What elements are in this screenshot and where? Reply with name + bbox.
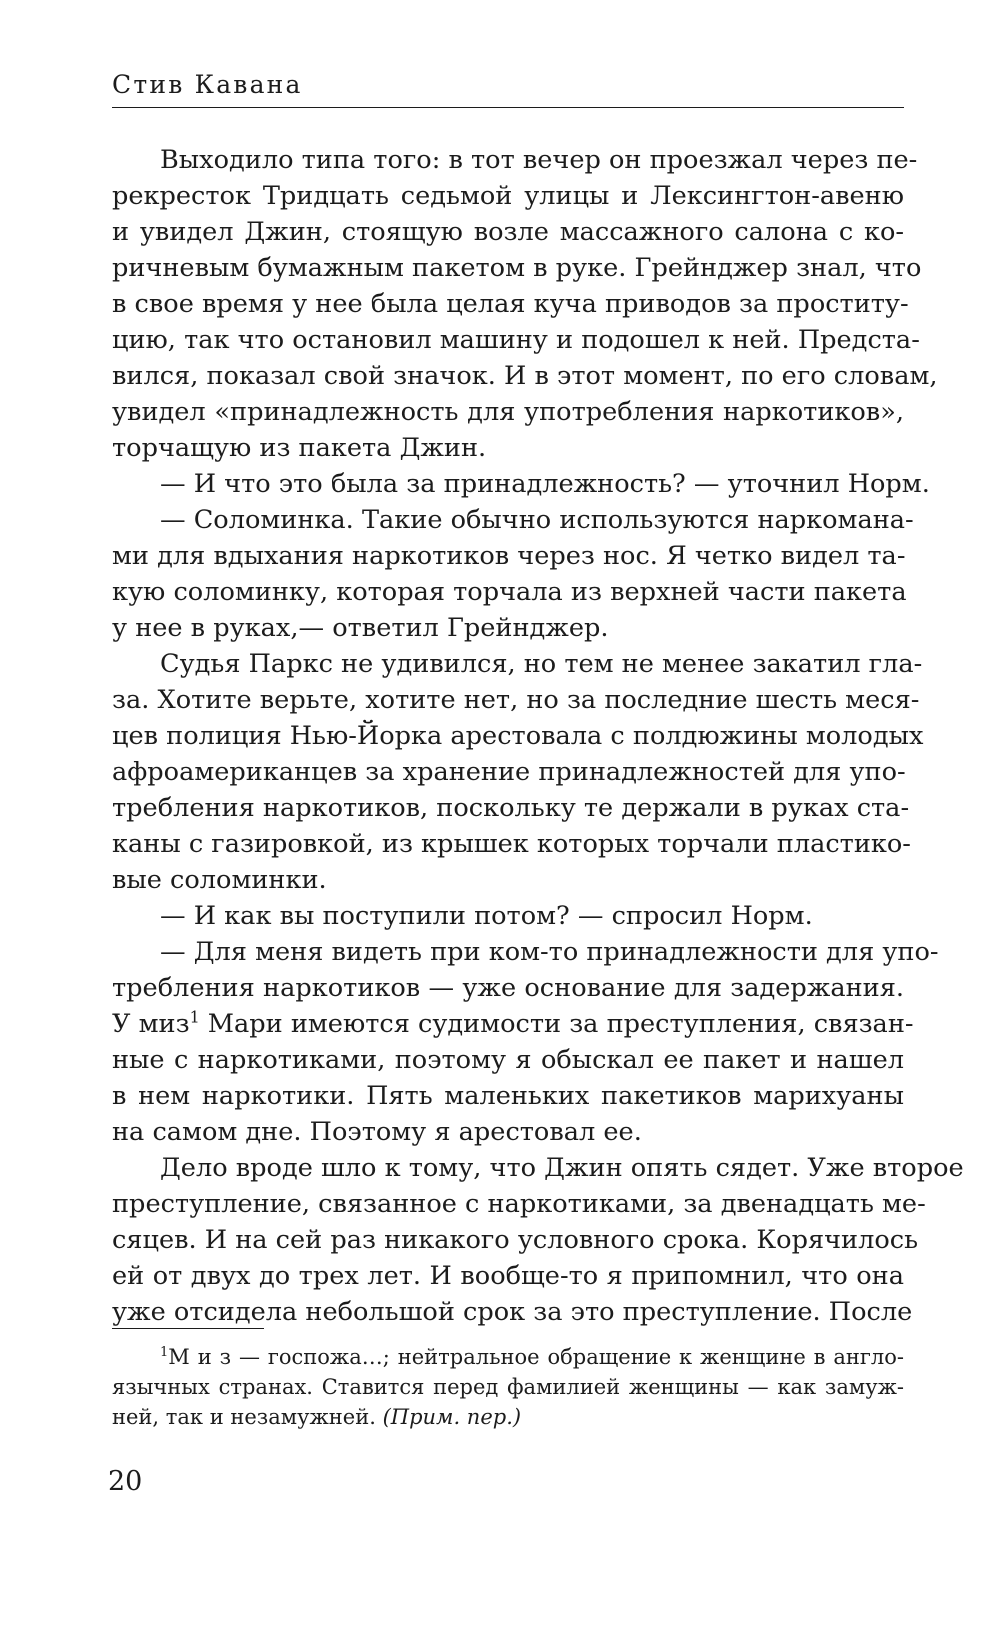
- body-line: вился, показал свой значок. И в этот момент, по его словам,: [112, 361, 938, 391]
- footnote-line: [112, 1402, 904, 1432]
- body-line: каны с газировкой, из крышек которых торчали пластико-: [112, 829, 911, 859]
- body-line: цев полиция Нью-Йорка арестовала с полдюжины молодых: [112, 721, 924, 751]
- body-line: вые соломинки.: [112, 865, 327, 895]
- footnote-text: М и з — госпожа…; нейтральное обращение к женщине в англо-: [168, 1345, 904, 1369]
- body-text: У миз: [112, 1009, 190, 1039]
- body-text: Мари имеются судимости за преступления, связан-: [207, 1009, 914, 1039]
- body-line: кую соломинку, которая торчала из верхней части пакета: [112, 577, 907, 607]
- footnote-line: язычных странах. Ставится перед фамилией женщины — как замуж-: [112, 1375, 904, 1399]
- footnote-marker: 1: [160, 1345, 169, 1360]
- body-line: в свое время у нее была целая куча приводов за проститу-: [112, 289, 909, 319]
- running-head: Стив Кавана: [112, 70, 303, 99]
- body-line: — Соломинка. Такие обычно используются наркомана-: [160, 505, 914, 535]
- body-line: [112, 1006, 914, 1042]
- body-line: Выходило типа того: в тот вечер он проезжал через пе-: [160, 145, 918, 175]
- body-line: Судья Паркс не удивился, но тем не менее закатил гла-: [160, 649, 923, 679]
- page-number: 20: [108, 1466, 143, 1497]
- body-line: требления наркотиков, поскольку те держали в руках ста-: [112, 793, 910, 823]
- body-line: афроамериканцев за хранение принадлежностей для упо-: [112, 757, 906, 787]
- body-line: на самом дне. Поэтому я арестовал ее.: [112, 1117, 642, 1147]
- body-line: увидел «принадлежность для употребления наркотиков»,: [112, 397, 904, 427]
- body-line: за. Хотите верьте, хотите нет, но за последние шесть меся-: [112, 685, 920, 715]
- body-line: ричневым бумажным пакетом в руке. Грейнджер знал, что: [112, 253, 922, 283]
- body-line: преступление, связанное с наркотиками, за двенадцать ме-: [112, 1189, 926, 1219]
- footnote-rule: [112, 1328, 264, 1329]
- translator-note: (Прим. пер.): [382, 1405, 522, 1429]
- body-line: рекресток Тридцать седьмой улицы и Лексингтон-авеню: [112, 181, 904, 211]
- footnote-line: [112, 1342, 904, 1372]
- body-line: уже отсидела небольшой срок за это преступление. После: [112, 1297, 913, 1327]
- body-line: ные с наркотиками, поэтому я обыскал ее пакет и нашел: [112, 1045, 904, 1075]
- body-line: сяцев. И на сей раз никакого условного срока. Корячилось: [112, 1225, 919, 1255]
- body-line: требления наркотиков — уже основание для задержания.: [112, 973, 904, 1003]
- body-line: — И что это была за принадлежность? — уточнил Норм.: [160, 469, 930, 499]
- body-line: торчащую из пакета Джин.: [112, 433, 487, 463]
- body-line: — И как вы поступили потом? — спросил Норм.: [160, 901, 813, 931]
- footnote-reference: 1: [189, 1007, 200, 1027]
- footnote-text: ней, так и незамужней.: [112, 1405, 383, 1429]
- body-line: ей от двух до трех лет. И вообще-то я припомнил, что она: [112, 1261, 904, 1291]
- body-line: цию, так что остановил машину и подошел к ней. Предста-: [112, 325, 920, 355]
- header-rule: [112, 107, 904, 108]
- body-line: и увидел Джин, стоящую возле массажного салона с ко-: [112, 217, 904, 247]
- body-line: в нем наркотики. Пять маленьких пакетиков марихуаны: [112, 1081, 904, 1111]
- body-line: Дело вроде шло к тому, что Джин опять сядет. Уже второе: [160, 1153, 964, 1183]
- body-line: у нее в руках,— ответил Грейнджер.: [112, 613, 609, 643]
- body-line: — Для меня видеть при ком-то принадлежности для упо-: [160, 937, 939, 967]
- body-line: ми для вдыхания наркотиков через нос. Я четко видел та-: [112, 541, 906, 571]
